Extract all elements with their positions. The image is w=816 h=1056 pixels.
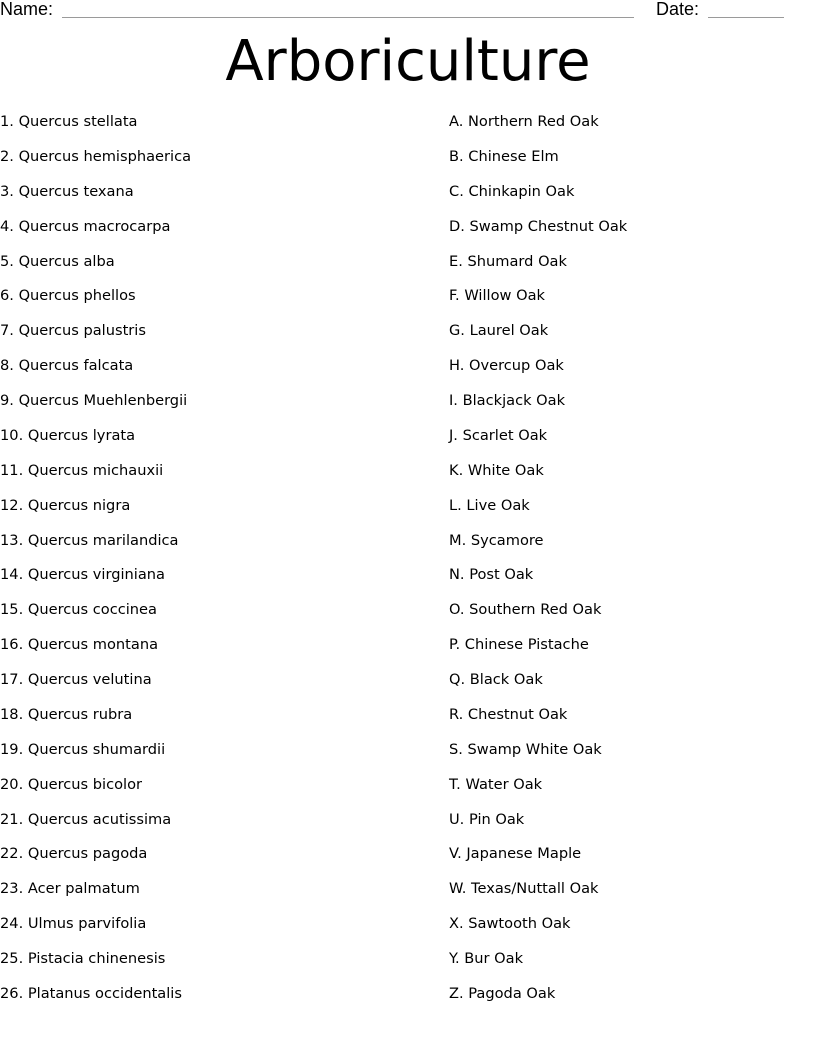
question-item: 7. Quercus palustris bbox=[0, 322, 146, 340]
answer-item: N. Post Oak bbox=[449, 566, 534, 584]
question-item: 24. Ulmus parvifolia bbox=[0, 915, 147, 933]
question-item: 1. Quercus stellata bbox=[0, 113, 138, 130]
answer-item: B. Chinese Elm bbox=[449, 147, 559, 165]
question-item: 8. Quercus falcata bbox=[0, 357, 134, 375]
answer-item: H. Overcup Oak bbox=[449, 357, 564, 375]
answer-item: O. Southern Red Oak bbox=[449, 601, 602, 619]
answer-item: T. Water Oak bbox=[449, 775, 543, 793]
question-item: 15. Quercus coccinea bbox=[0, 601, 157, 619]
answer-item: U. Pin Oak bbox=[449, 810, 525, 828]
answer-item: D. Swamp Chestnut Oak bbox=[449, 217, 628, 235]
question-item: 19. Quercus shumardii bbox=[0, 740, 166, 758]
question-item: 6. Quercus phellos bbox=[0, 287, 136, 305]
worksheet-header bbox=[0, 0, 816, 24]
question-item: 22. Quercus pagoda bbox=[0, 845, 148, 863]
worksheet-title: Arboriculture bbox=[225, 29, 591, 94]
question-item: 21. Quercus acutissima bbox=[0, 810, 172, 828]
answer-item: S. Swamp White Oak bbox=[449, 740, 602, 758]
question-item: 14. Quercus virginiana bbox=[0, 566, 165, 584]
answer-item: I. Blackjack Oak bbox=[449, 392, 566, 409]
question-item: 20. Quercus bicolor bbox=[0, 775, 143, 793]
answer-item: K. White Oak bbox=[449, 461, 544, 479]
answer-item: E. Shumard Oak bbox=[449, 252, 567, 270]
question-item: 2. Quercus hemisphaerica bbox=[0, 147, 192, 165]
answer-item: X. Sawtooth Oak bbox=[449, 915, 571, 933]
name-field-line[interactable] bbox=[62, 17, 634, 18]
answer-item: C. Chinkapin Oak bbox=[449, 182, 575, 200]
question-item: 4. Quercus macrocarpa bbox=[0, 217, 171, 235]
question-item: 10. Quercus lyrata bbox=[0, 426, 136, 444]
answer-item: R. Chestnut Oak bbox=[449, 705, 568, 723]
question-item: 25. Pistacia chinenesis bbox=[0, 950, 166, 967]
answer-item: J. Scarlet Oak bbox=[449, 426, 548, 444]
answer-item: M. Sycamore bbox=[449, 531, 544, 549]
answer-item: W. Texas/Nuttall Oak bbox=[449, 880, 599, 898]
question-item: 9. Quercus Muehlenbergii bbox=[0, 392, 188, 409]
name-label: Name: bbox=[0, 0, 54, 19]
question-item: 23. Acer palmatum bbox=[0, 880, 140, 898]
answer-item: V. Japanese Maple bbox=[449, 845, 582, 863]
question-item: 13. Quercus marilandica bbox=[0, 531, 179, 549]
answers-list bbox=[449, 112, 809, 1019]
question-item: 18. Quercus rubra bbox=[0, 705, 133, 723]
answer-item: F. Willow Oak bbox=[449, 287, 545, 305]
questions-list bbox=[0, 112, 420, 1019]
question-item: 16. Quercus montana bbox=[0, 636, 159, 654]
answer-item: Z. Pagoda Oak bbox=[449, 984, 556, 1002]
answer-item: Y. Bur Oak bbox=[449, 950, 524, 967]
question-item: 11. Quercus michauxii bbox=[0, 461, 164, 479]
answer-item: G. Laurel Oak bbox=[449, 322, 549, 340]
date-label: Date: bbox=[656, 0, 700, 19]
date-field-line[interactable] bbox=[708, 17, 784, 18]
answer-item: L. Live Oak bbox=[449, 496, 530, 514]
question-item: 17. Quercus velutina bbox=[0, 671, 152, 688]
answer-item: Q. Black Oak bbox=[449, 671, 543, 688]
question-item: 5. Quercus alba bbox=[0, 252, 115, 270]
question-item: 3. Quercus texana bbox=[0, 182, 134, 200]
question-item: 26. Platanus occidentalis bbox=[0, 984, 182, 1002]
answer-item: A. Northern Red Oak bbox=[449, 113, 599, 130]
question-item: 12. Quercus nigra bbox=[0, 496, 131, 514]
answer-item: P. Chinese Pistache bbox=[449, 636, 589, 654]
